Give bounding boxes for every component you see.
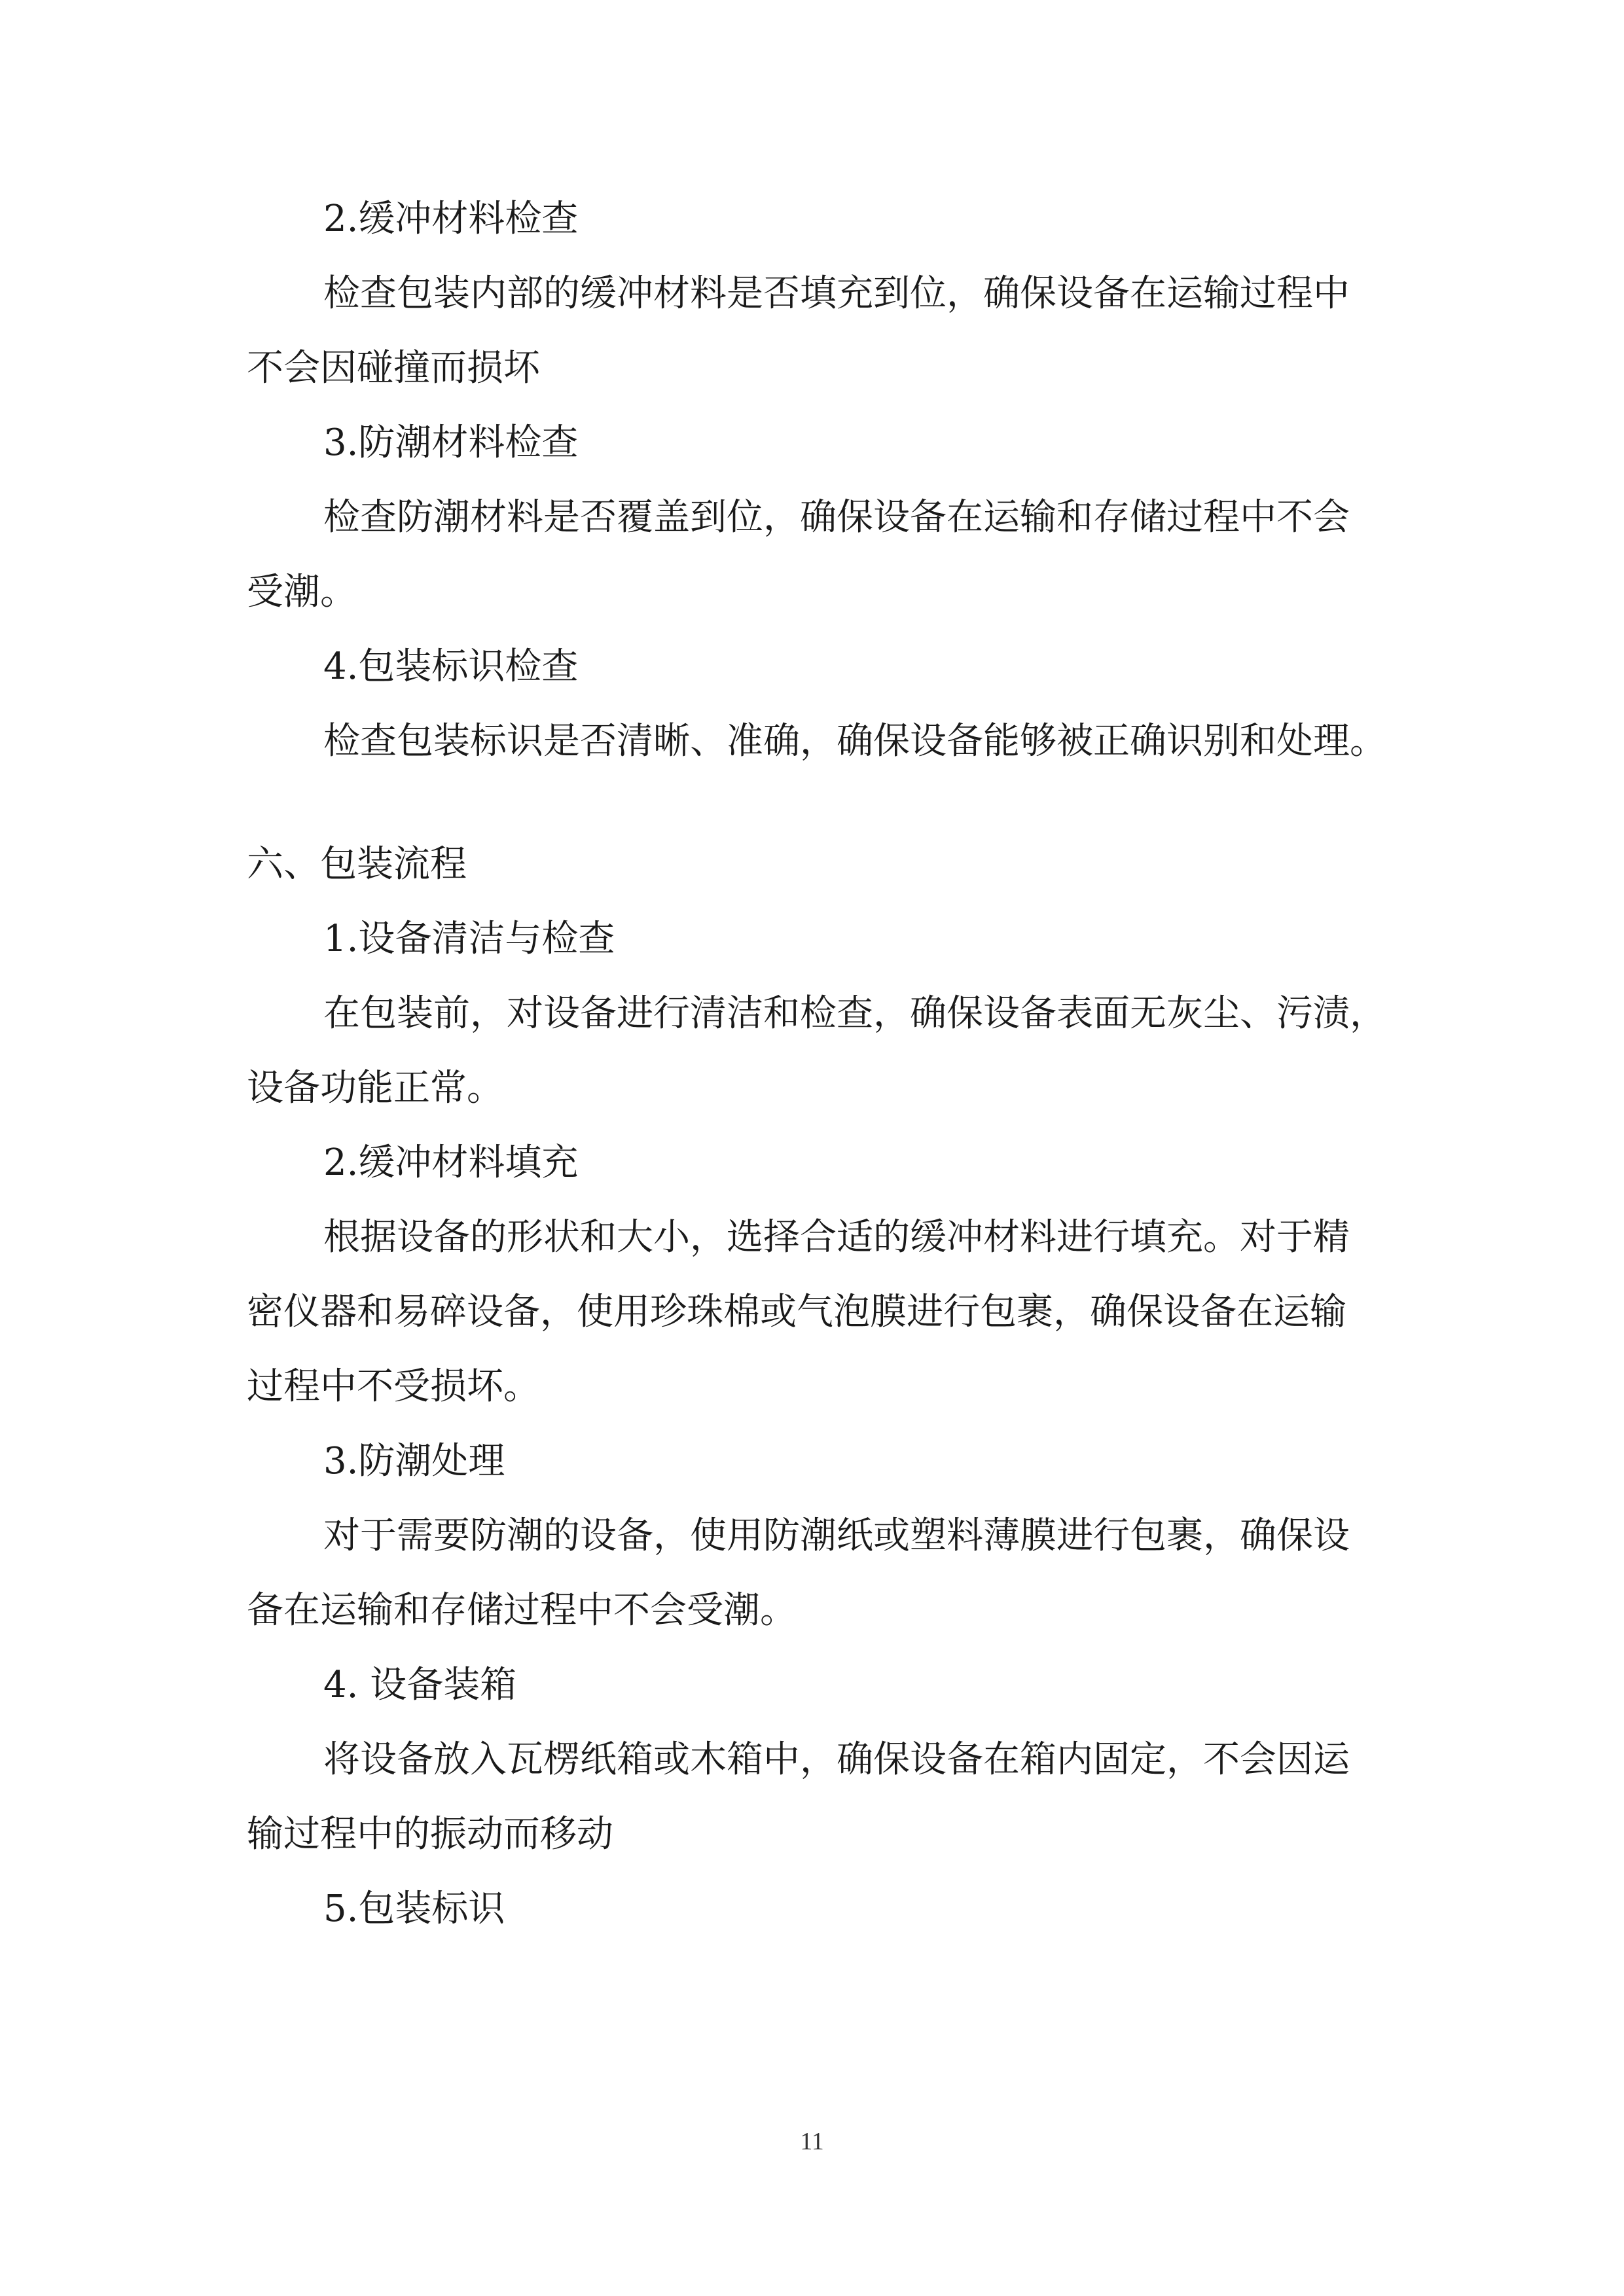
section-heading-packaging-process: 六、包装流程 — [247, 843, 467, 886]
subheading-package-label: 5.包装标识 — [323, 1888, 505, 1930]
subheading-cleaning-inspection: 1.设备清洁与检查 — [323, 918, 615, 960]
paragraph-line: 设备功能正常。 — [247, 1067, 503, 1109]
page-number: 11 — [800, 2128, 824, 2155]
paragraph-line: 根据设备的形状和大小，选择合适的缓冲材料进行填充。对于精 — [323, 1216, 1350, 1259]
subheading-boxing: 4. 设备装箱 — [323, 1664, 517, 1706]
subheading-buffer-material-check: 2.缓冲材料检查 — [323, 198, 579, 240]
subheading-moisture-material-check: 3.防潮材料检查 — [323, 422, 579, 464]
subheading-moisture-treatment: 3.防潮处理 — [323, 1440, 505, 1482]
subheading-buffer-filling: 2.缓冲材料填充 — [323, 1141, 579, 1184]
paragraph-line: 检查防潮材料是否覆盖到位，确保设备在运输和存储过程中不会 — [323, 496, 1350, 539]
paragraph-line: 过程中不受损坏。 — [247, 1365, 540, 1408]
paragraph-line: 检查包装标识是否清晰、准确，确保设备能够被正确识别和处理。 — [323, 720, 1386, 762]
paragraph-line: 检查包装内部的缓冲材料是否填充到位，确保设备在运输过程中 — [323, 272, 1350, 315]
paragraph-line: 不会因碰撞而损坏 — [247, 347, 540, 389]
paragraph-line: 对于需要防潮的设备，使用防潮纸或塑料薄膜进行包裹，确保设 — [323, 1515, 1350, 1557]
paragraph-line: 将设备放入瓦楞纸箱或木箱中，确保设备在箱内固定，不会因运 — [323, 1738, 1350, 1781]
paragraph-line: 受潮。 — [247, 571, 357, 613]
paragraph-line: 备在运输和存储过程中不会受潮。 — [247, 1589, 797, 1632]
paragraph-line: 密仪器和易碎设备，使用珍珠棉或气泡膜进行包裹，确保设备在运输 — [247, 1291, 1346, 1333]
paragraph-line: 在包装前，对设备进行清洁和检查，确保设备表面无灰尘、污渍， — [323, 992, 1386, 1035]
subheading-label-check: 4.包装标识检查 — [323, 645, 579, 688]
paragraph-line: 输过程中的振动而移动 — [247, 1813, 613, 1856]
